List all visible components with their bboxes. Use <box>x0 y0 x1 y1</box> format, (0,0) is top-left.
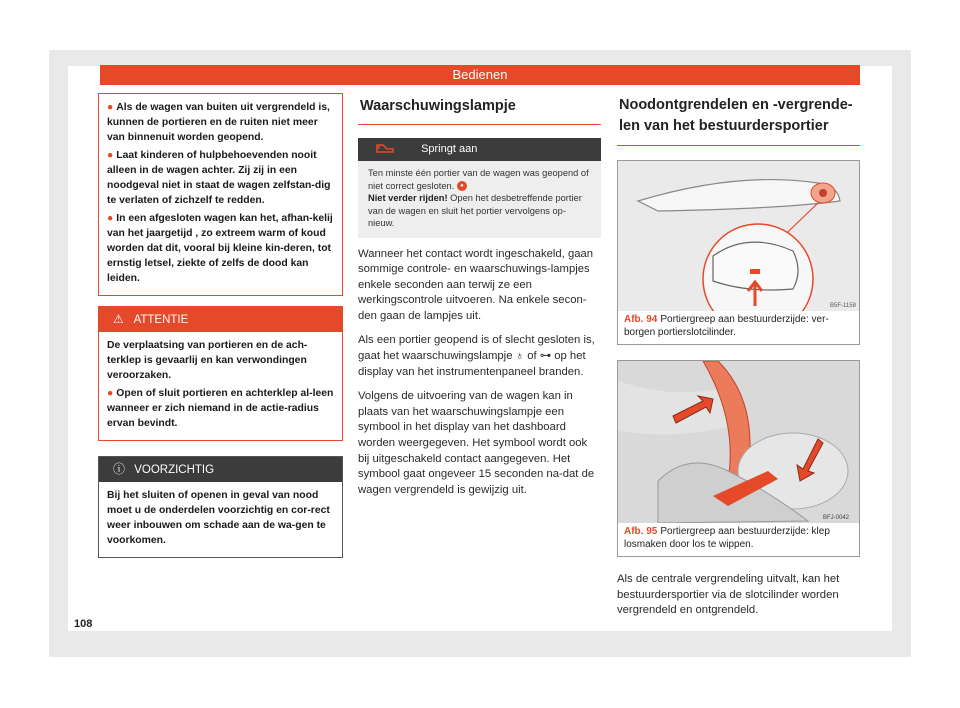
attentie-body <box>99 332 342 440</box>
warning-triangle-icon: ⚠ <box>113 312 124 326</box>
section-title: Noodontgrendelen en -vergrende-len van het bestuurdersportier <box>617 93 860 146</box>
bullet-icon: ● <box>107 213 114 224</box>
voorzichtig-body <box>99 482 342 557</box>
voorzichtig-box <box>98 456 343 558</box>
warning-item: ● Als de wagen van buiten uit vergrendeld is, kunnen de portieren en de ruiten niet meer van binnenuit worden geopend. <box>107 102 330 143</box>
figure-code: BFJ-0042 <box>823 515 850 521</box>
section-title: Waarschuwingslampje <box>358 93 601 125</box>
paragraph: Volgens de uitvoering van de wagen kan in plaats van het waarschuwingslampje een symbool in het display van het dashboard worden weergegeven. Het symbool wordt ook bij uitgeschakeld contact aangegeven. Het symbool gaat ongeveer 15 seconden na-dat de wagen vergrendeld is gewijzig uit. <box>358 390 595 496</box>
paragraph: Als een portier geopend is of slecht gesloten is, gaat het waarschuwingslampje ♁ of ⊶ op het display van het instrumentenpaneel branden. <box>358 334 595 378</box>
warning-lamp-info: Ten minste één portier van de wagen was geopend of niet correct gesloten. ● Niet verder rijden! Open het desbetreffende portier van de wagen en sluit het portier vervolgens op-nieuw. <box>358 161 601 238</box>
attentie-intro: De verplaatsing van portieren en de ach-terklep is gevaarlij en kan verwondingen veroorzaken. <box>107 340 308 381</box>
figure-caption: Afb. 95 Portiergreep aan bestuurderzijde: klep losmaken door los te wippen. <box>624 526 830 550</box>
stop-lamp-icon: ● <box>457 181 467 191</box>
bullet-icon: ● <box>107 102 114 113</box>
attentie-bullet: ● Open of sluit portieren en achterklep al-leen wanneer er zich niemand in de actie-radius ervan bevindt. <box>107 388 334 429</box>
figure-code: B5F-1158 <box>830 303 856 309</box>
column-middle <box>358 93 601 498</box>
warning-item: ● In een afgesloten wagen kan het, afhan-kelij van het jaargetijd , zo extreem warm of koud worden dat dit, vooral bij kleine kin-deren, tot ernstig letsel, ziekte of zelfs de dood kan leiden. <box>107 213 333 284</box>
info-circle-icon: ⓘ <box>113 462 126 476</box>
paragraph: Wanneer het contact wordt ingeschakeld, gaan sommige controle- en waarschuwings-lampjes enkele seconden aan terwij ze een werkingscontrole uitvoeren. Na enkele secon-den gaan de lampjes uit. <box>358 247 594 322</box>
attentie-box <box>98 306 343 441</box>
attentie-header: ⚠ ATTENTIE <box>99 307 342 332</box>
door-handle-illustration <box>618 161 859 311</box>
springt-aan-bar: Springt aan <box>358 138 601 161</box>
section-header: Bedienen <box>100 65 860 85</box>
page-number: 108 <box>74 618 93 630</box>
figure-caption: Afb. 94 Portiergreep aan bestuurderzijde: ver-borgen portierslotcilinder. <box>624 314 829 338</box>
bullet-icon: ● <box>107 388 114 399</box>
handle-cap-removal-illustration <box>618 361 859 523</box>
paragraph: Als de centrale vergrendeling uitvalt, kan het bestuurdersportier via de slotcilinder worden vergrendeld en ontgrendeld. <box>617 573 840 617</box>
figure-95 <box>617 360 860 557</box>
warning-continuation-box <box>98 93 343 296</box>
column-right <box>617 93 860 619</box>
voorzichtig-header: ⓘ VOORZICHTIG <box>99 457 342 482</box>
column-left <box>98 93 343 558</box>
warning-item: ● Laat kinderen of hulpbehoevenden nooit alleen in de wagen achter. Zij zij in een noodgeval niet in staat de wagen zelfstan-dig te verlaten of zichzelf te redden. <box>107 150 331 206</box>
door-open-warning-icon <box>376 138 418 161</box>
figure-94 <box>617 160 860 345</box>
bullet-icon: ● <box>107 150 114 161</box>
voorzichtig-text: Bij het sluiten of openen in geval van nood moet u de onderdelen voorzichtig en cor-rect weer inbouwen om schade aan de wa-gen te voorkomen. <box>107 490 330 546</box>
